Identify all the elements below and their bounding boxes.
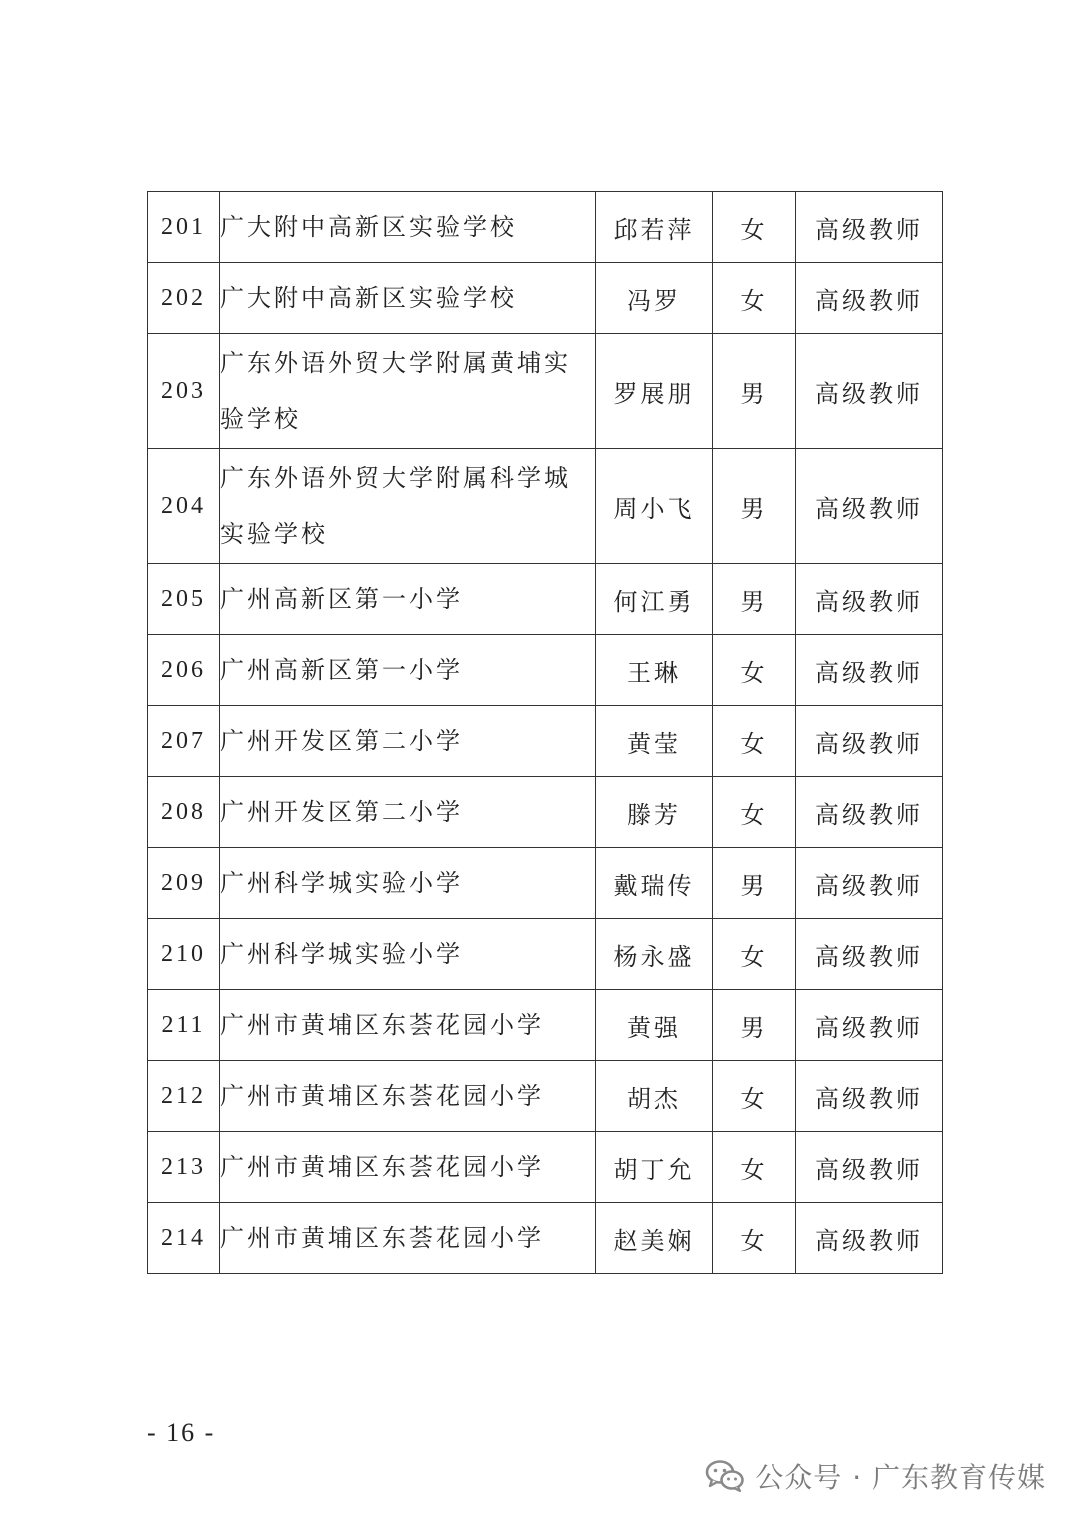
professional-title: 高级教师 bbox=[796, 706, 943, 777]
table-row bbox=[148, 635, 943, 706]
school-name: 广州科学城实验小学 bbox=[220, 919, 596, 990]
table-row bbox=[148, 1061, 943, 1132]
table-row bbox=[148, 848, 943, 919]
professional-title: 高级教师 bbox=[796, 919, 943, 990]
table-row bbox=[148, 564, 943, 635]
school-name: 广州市黄埔区东荟花园小学 bbox=[220, 1132, 596, 1203]
teacher-name: 周小飞 bbox=[596, 449, 713, 564]
wechat-watermark bbox=[705, 1456, 1046, 1496]
table-row bbox=[148, 334, 943, 449]
professional-title: 高级教师 bbox=[796, 334, 943, 449]
school-name: 广州开发区第二小学 bbox=[220, 777, 596, 848]
gender: 女 bbox=[713, 706, 796, 777]
row-number: 213 bbox=[148, 1132, 220, 1203]
gender: 女 bbox=[713, 635, 796, 706]
teacher-name: 罗展朋 bbox=[596, 334, 713, 449]
school-name: 广州高新区第一小学 bbox=[220, 564, 596, 635]
row-number: 212 bbox=[148, 1061, 220, 1132]
school-name: 广州高新区第一小学 bbox=[220, 635, 596, 706]
gender: 女 bbox=[713, 263, 796, 334]
table-row bbox=[148, 1203, 943, 1274]
school-name: 广州科学城实验小学 bbox=[220, 848, 596, 919]
row-number: 204 bbox=[148, 449, 220, 564]
table-row bbox=[148, 990, 943, 1061]
row-number: 202 bbox=[148, 263, 220, 334]
wechat-icon bbox=[705, 1459, 745, 1493]
professional-title: 高级教师 bbox=[796, 192, 943, 263]
row-number: 211 bbox=[148, 990, 220, 1061]
school-name: 广东外语外贸大学附属科学城实验学校 bbox=[220, 449, 596, 564]
school-name: 广州开发区第二小学 bbox=[220, 706, 596, 777]
professional-title: 高级教师 bbox=[796, 263, 943, 334]
teacher-name: 冯罗 bbox=[596, 263, 713, 334]
school-name: 广大附中高新区实验学校 bbox=[220, 263, 596, 334]
table-row bbox=[148, 777, 943, 848]
gender: 女 bbox=[713, 192, 796, 263]
table-row bbox=[148, 449, 943, 564]
teacher-name: 王琳 bbox=[596, 635, 713, 706]
gender: 男 bbox=[713, 848, 796, 919]
teacher-name: 黄莹 bbox=[596, 706, 713, 777]
gender: 男 bbox=[713, 449, 796, 564]
teacher-name: 何江勇 bbox=[596, 564, 713, 635]
school-name: 广东外语外贸大学附属黄埔实验学校 bbox=[220, 334, 596, 449]
gender: 女 bbox=[713, 1061, 796, 1132]
professional-title: 高级教师 bbox=[796, 564, 943, 635]
row-number: 214 bbox=[148, 1203, 220, 1274]
school-name: 广州市黄埔区东荟花园小学 bbox=[220, 990, 596, 1061]
row-number: 201 bbox=[148, 192, 220, 263]
school-name: 广州市黄埔区东荟花园小学 bbox=[220, 1061, 596, 1132]
page-number: - 16 - bbox=[147, 1418, 216, 1447]
gender: 男 bbox=[713, 564, 796, 635]
professional-title: 高级教师 bbox=[796, 1061, 943, 1132]
row-number: 207 bbox=[148, 706, 220, 777]
table-row bbox=[148, 192, 943, 263]
watermark-text: 公众号 · 广东教育传媒 bbox=[755, 1461, 1046, 1494]
professional-title: 高级教师 bbox=[796, 1203, 943, 1274]
teacher-name: 滕芳 bbox=[596, 777, 713, 848]
gender: 男 bbox=[713, 990, 796, 1061]
row-number: 206 bbox=[148, 635, 220, 706]
school-name: 广州市黄埔区东荟花园小学 bbox=[220, 1203, 596, 1274]
teacher-name: 胡丁允 bbox=[596, 1132, 713, 1203]
row-number: 205 bbox=[148, 564, 220, 635]
teacher-name: 戴瑞传 bbox=[596, 848, 713, 919]
row-number: 208 bbox=[148, 777, 220, 848]
gender: 男 bbox=[713, 334, 796, 449]
professional-title: 高级教师 bbox=[796, 1132, 943, 1203]
professional-title: 高级教师 bbox=[796, 635, 943, 706]
table-row bbox=[148, 919, 943, 990]
table-row bbox=[148, 706, 943, 777]
gender: 女 bbox=[713, 1132, 796, 1203]
row-number: 210 bbox=[148, 919, 220, 990]
professional-title: 高级教师 bbox=[796, 449, 943, 564]
school-name: 广大附中高新区实验学校 bbox=[220, 192, 596, 263]
professional-title: 高级教师 bbox=[796, 777, 943, 848]
teacher-name: 黄强 bbox=[596, 990, 713, 1061]
professional-title: 高级教师 bbox=[796, 990, 943, 1061]
professional-title: 高级教师 bbox=[796, 848, 943, 919]
teacher-name: 胡杰 bbox=[596, 1061, 713, 1132]
gender: 女 bbox=[713, 919, 796, 990]
teacher-roster-table bbox=[147, 191, 943, 1274]
row-number: 209 bbox=[148, 848, 220, 919]
table-row bbox=[148, 1132, 943, 1203]
gender: 女 bbox=[713, 1203, 796, 1274]
teacher-name: 杨永盛 bbox=[596, 919, 713, 990]
table-row bbox=[148, 263, 943, 334]
teacher-name: 赵美娴 bbox=[596, 1203, 713, 1274]
row-number: 203 bbox=[148, 334, 220, 449]
gender: 女 bbox=[713, 777, 796, 848]
teacher-name: 邱若萍 bbox=[596, 192, 713, 263]
